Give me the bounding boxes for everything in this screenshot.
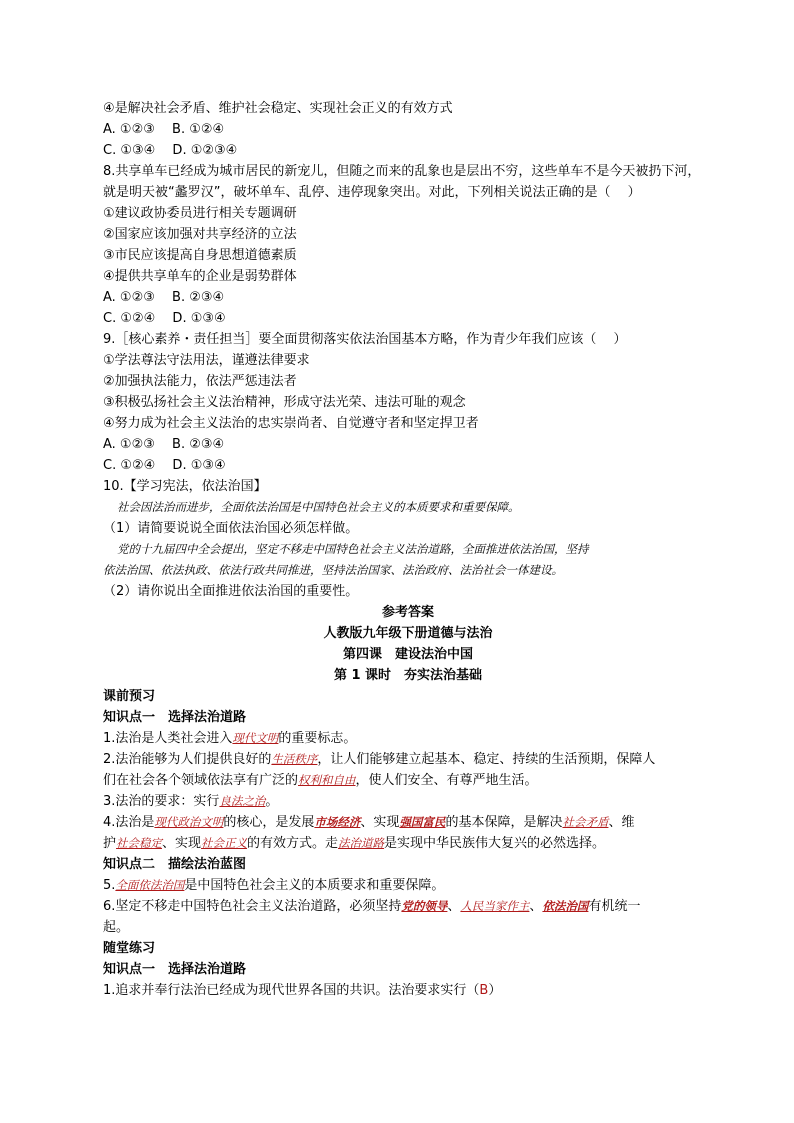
text: ）	[488, 983, 502, 998]
answer-title: 参考答案	[381, 605, 434, 620]
answer-fill: 人民当家作主	[460, 899, 530, 913]
q8-item-2: ②国家应该加强对共享经济的立法	[103, 227, 297, 242]
practice-q1	[103, 980, 713, 1001]
answer-fill: 强国富民	[399, 815, 446, 829]
answer-fill: 市场经济	[314, 815, 361, 829]
answer-fill: 权利和自由	[298, 773, 356, 787]
q8-item-3: ③市民应该提高自身思想道德素质	[103, 248, 297, 263]
text: 、实现	[360, 815, 400, 830]
text: 、	[447, 899, 461, 914]
preview-line-4b	[103, 833, 713, 854]
text: 、实现	[162, 836, 202, 851]
q8-options-cd: C. ①②④ D. ①③④	[103, 311, 226, 326]
q10-title: 10.【学习宪法，依法治国】	[103, 479, 267, 494]
text: 的基本保障，是解决	[445, 815, 563, 830]
preview-kp2: 知识点二 描绘法治蓝图	[103, 857, 247, 872]
text: 是实现中华民族伟大复兴的必然选择。	[384, 836, 606, 851]
preview-line-6b: 起。	[103, 920, 130, 935]
text: 是中国特色社会主义的本质要求和重要保障。	[184, 878, 445, 893]
text: 5.	[103, 878, 116, 893]
answer-fill: 现代文明	[232, 731, 279, 745]
q9-stem: 9.［核心素养・责任担当］要全面贯彻落实依法治国基本方略，作为青少年我们应该（ ）	[103, 332, 627, 347]
q10-sub-1: （1）请简要说说全面依法治国必须怎样做。	[103, 521, 359, 536]
preview-line-5	[103, 875, 713, 896]
answer-fill: 法治道路	[338, 836, 385, 850]
text: 。	[265, 794, 279, 809]
preview-line-2a	[103, 749, 713, 770]
text: 的有效方式。走	[247, 836, 339, 851]
q9-options-cd: C. ①②④ D. ①③④	[103, 458, 226, 473]
q9-item-4: ④努力成为社会主义法治的忠实崇尚者、自觉遵守者和坚定捍卫者	[103, 416, 479, 431]
answer-fill: 依法治国	[542, 899, 589, 913]
text: 、	[529, 899, 543, 914]
q8-stem: 8.共享单车已经成为城市居民的新宠儿，但随之而来的乱象也是层出不穷，这些单车不是今天被扔下河，就是明天被“蠡罗汉”，破坏单车、乱停、违停现象突出。对此，下列相关说法正确的是（ ）	[103, 164, 701, 200]
text: 、维	[608, 815, 635, 830]
text: ，使人们安全、有尊严地生活。	[355, 773, 538, 788]
text: ，让人们能够建立起基本、稳定、持续的生活预期，保障人	[317, 752, 656, 767]
preview-title: 课前预习	[103, 689, 156, 704]
answer-fill: 生活秩序	[271, 752, 318, 766]
q7-options-cd: C. ①③④ D. ①②③④	[103, 143, 238, 158]
q8-item-1: ①建议政协委员进行相关专题调研	[103, 206, 297, 221]
q7-item-4: ④是解决社会矛盾、维护社会稳定、实现社会正义的有效方式	[103, 101, 453, 116]
answer-fill: 社会稳定	[116, 836, 163, 850]
q7-options-ab: A. ①②③ B. ①②④	[103, 122, 225, 137]
answer-fill: 全面依法治国	[115, 878, 185, 892]
q10-handwritten-line-1: 党的十九届四中全会提出，坚定不移走中国特色社会主义法治道路，全面推进依法治国，坚持	[117, 542, 589, 556]
text: 们在社会各个领域依法享有广泛的	[103, 773, 299, 788]
q8-item-4: ④提供共享单车的企业是弱势群体	[103, 269, 297, 284]
text: 2.法治能够为人们提供良好的	[103, 752, 272, 767]
text: 4.法治是	[103, 815, 155, 830]
answer-fill: 社会矛盾	[562, 815, 609, 829]
answer-fill: 党的领导	[401, 899, 448, 913]
practice-title: 随堂练习	[103, 941, 156, 956]
text: 3.法治的要求：实行	[103, 794, 220, 809]
answer-fill: 良法之治	[219, 794, 266, 808]
answer-period: 第 1 课时 夯实法治基础	[333, 668, 483, 683]
preview-line-6a	[103, 896, 713, 917]
text: 有机统一	[588, 899, 641, 914]
text: 的核心，是发展	[223, 815, 315, 830]
preview-line-4a	[103, 812, 713, 833]
practice-kp1: 知识点一 选择法治道路	[103, 962, 247, 977]
document-content	[103, 98, 713, 1001]
q9-item-2: ②加强执法能力，依法严惩违法者	[103, 374, 297, 389]
answer-fill: 社会正义	[201, 836, 248, 850]
text: 1.法治是人类社会进入	[103, 731, 233, 746]
text: 护	[103, 836, 117, 851]
preview-line-1	[103, 728, 713, 749]
q9-item-1: ①学法尊法守法用法，谨遵法律要求	[103, 353, 310, 368]
q10-handwritten-line-2: 依法治国、依法执政、依法行政共同推进，坚持法治国家、法治政府、法治社会一体建设。	[103, 563, 563, 577]
text: 的重要标志。	[278, 731, 357, 746]
q9-item-3: ③积极弘扬社会主义法治精神，形成守法光荣、违法可耻的观念	[103, 395, 466, 410]
answer-book: 人教版九年级下册道德与法治	[323, 626, 493, 641]
q9-options-ab: A. ①②③ B. ②③④	[103, 437, 225, 452]
q10-material: 社会因法治而进步，全面依法治国是中国特色社会主义的本质要求和重要保障。	[117, 500, 520, 514]
q8-options-ab: A. ①②③ B. ②③④	[103, 290, 225, 305]
text: 6.坚定不移走中国特色社会主义法治道路，必须坚持	[103, 899, 402, 914]
preview-line-3	[103, 791, 713, 812]
q10-sub-2: （2）请你说出全面推进依法治国的重要性。	[103, 584, 359, 599]
answer-lesson: 第四课 建设法治中国	[342, 647, 473, 662]
answer-fill: 现代政治文明	[154, 815, 224, 829]
preview-line-2b	[103, 770, 713, 791]
answer-choice: B	[479, 983, 489, 998]
preview-kp1: 知识点一 选择法治道路	[103, 710, 247, 725]
text: 1.追求并奉行法治已经成为现代世界各国的共识。法治要求实行（	[103, 983, 480, 998]
